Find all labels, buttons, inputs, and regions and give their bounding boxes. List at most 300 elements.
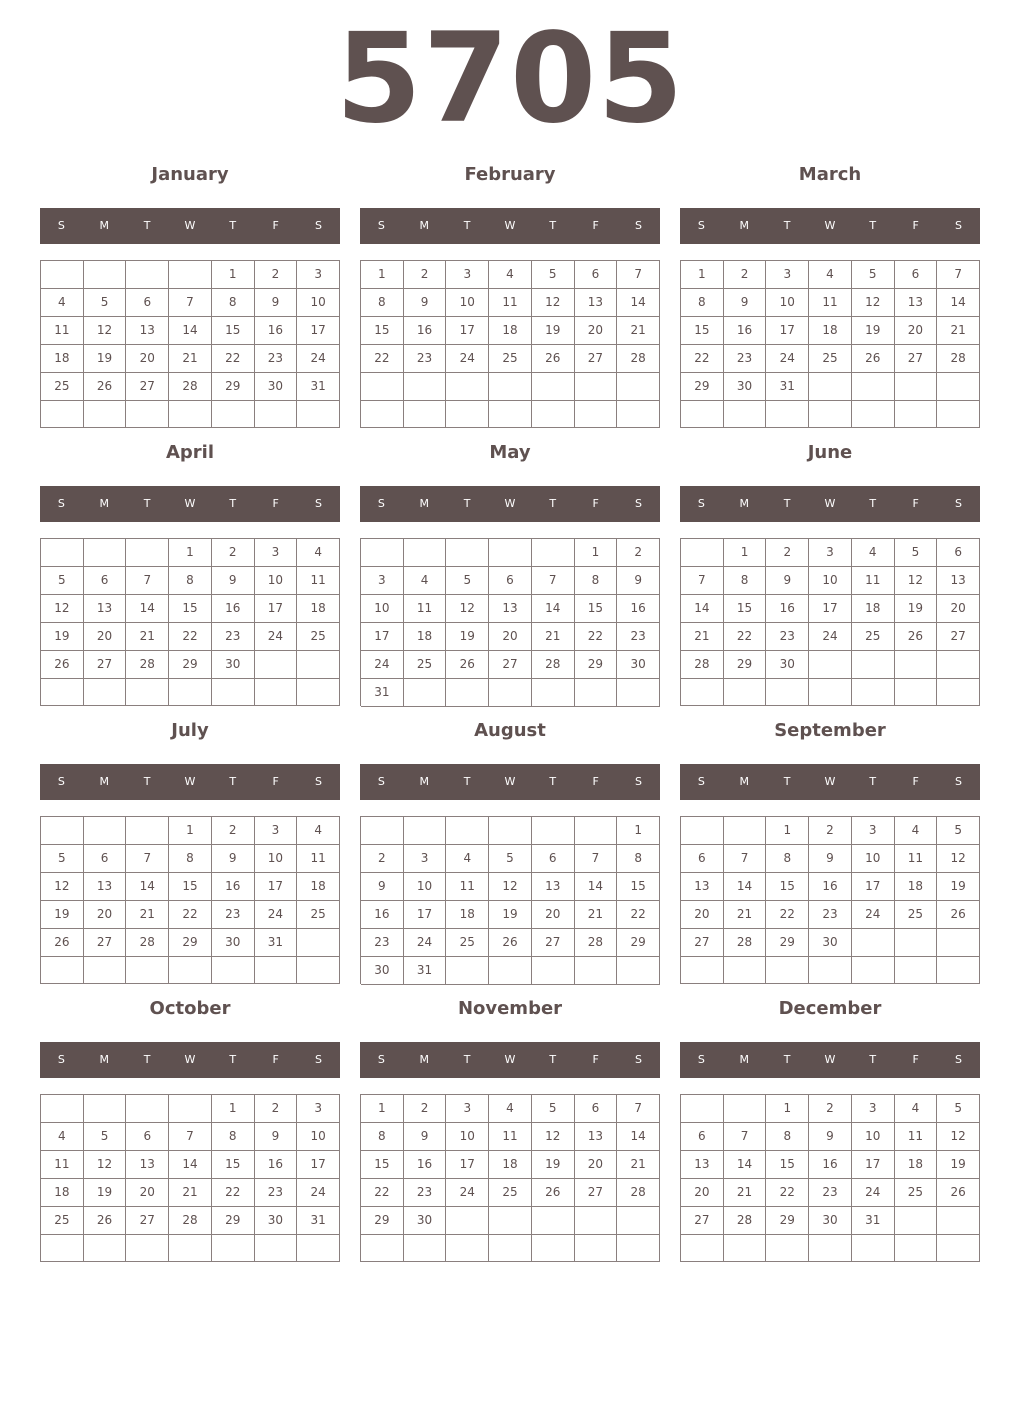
day-cell: 6 xyxy=(681,845,724,873)
day-cell: 8 xyxy=(212,289,255,317)
day-cell: 3 xyxy=(404,845,447,873)
day-cell: 3 xyxy=(297,261,340,289)
month-july xyxy=(40,716,340,949)
day-cell: 23 xyxy=(255,345,298,373)
day-cell xyxy=(766,679,809,706)
day-cell: 8 xyxy=(766,845,809,873)
day-cell: 26 xyxy=(489,929,532,957)
day-grid xyxy=(360,1094,660,1262)
day-cell: 13 xyxy=(895,289,938,317)
day-cell: 6 xyxy=(126,289,169,317)
day-cell: 16 xyxy=(404,1151,447,1179)
day-cell: 25 xyxy=(41,1207,84,1235)
day-cell: 31 xyxy=(852,1207,895,1235)
day-cell: 27 xyxy=(681,929,724,957)
day-cell: 17 xyxy=(852,1151,895,1179)
month-name: June xyxy=(807,442,853,463)
day-cell: 16 xyxy=(766,595,809,623)
day-cell: 1 xyxy=(766,1095,809,1123)
day-cell: 15 xyxy=(575,595,618,623)
day-cell: 20 xyxy=(895,317,938,345)
day-cell: 9 xyxy=(766,567,809,595)
weekday-label: M xyxy=(419,1053,430,1066)
day-cell: 2 xyxy=(212,539,255,567)
day-cell xyxy=(169,1095,212,1123)
day-cell: 17 xyxy=(361,623,404,651)
day-cell xyxy=(84,817,127,845)
weekday-label: S xyxy=(57,775,65,788)
day-cell: 13 xyxy=(575,289,618,317)
weekday-label: W xyxy=(184,497,196,510)
day-cell xyxy=(169,957,212,984)
day-cell: 28 xyxy=(575,929,618,957)
day-cell: 14 xyxy=(169,317,212,345)
weekday-header xyxy=(680,764,980,800)
day-cell: 26 xyxy=(532,1179,575,1207)
day-cell: 6 xyxy=(575,1095,618,1123)
weekday-label: T xyxy=(463,775,471,788)
day-cell: 18 xyxy=(41,345,84,373)
day-cell xyxy=(84,1235,127,1262)
day-cell: 7 xyxy=(724,1123,767,1151)
day-cell: 19 xyxy=(852,317,895,345)
day-cell: 4 xyxy=(895,1095,938,1123)
weekday-label: F xyxy=(272,497,279,510)
weekday-label: M xyxy=(99,1053,110,1066)
day-cell xyxy=(575,817,618,845)
day-cell xyxy=(41,957,84,984)
day-cell xyxy=(809,401,852,428)
day-cell: 1 xyxy=(169,817,212,845)
day-cell: 13 xyxy=(937,567,980,595)
day-cell: 2 xyxy=(404,1095,447,1123)
day-cell: 7 xyxy=(169,1123,212,1151)
day-cell xyxy=(446,539,489,567)
weekday-label: W xyxy=(824,1053,836,1066)
day-cell: 17 xyxy=(446,317,489,345)
day-cell xyxy=(937,401,980,428)
day-cell: 10 xyxy=(852,845,895,873)
month-name: December xyxy=(778,998,882,1019)
day-cell xyxy=(404,401,447,429)
day-cell xyxy=(681,539,724,567)
day-cell: 15 xyxy=(169,873,212,901)
day-cell xyxy=(809,679,852,706)
day-cell xyxy=(575,1235,618,1262)
day-cell: 2 xyxy=(404,261,447,289)
day-cell: 9 xyxy=(724,289,767,317)
weekday-header xyxy=(40,1042,340,1078)
weekday-label: T xyxy=(143,497,151,510)
day-cell xyxy=(532,1207,575,1235)
day-cell: 28 xyxy=(724,929,767,957)
day-cell: 17 xyxy=(809,595,852,623)
weekday-label: S xyxy=(314,219,322,232)
weekday-label: W xyxy=(824,497,836,510)
day-cell: 1 xyxy=(766,817,809,845)
day-cell xyxy=(724,1095,767,1123)
day-cell: 10 xyxy=(809,567,852,595)
day-cell: 2 xyxy=(361,845,404,873)
weekday-label: S xyxy=(697,775,705,788)
day-cell: 23 xyxy=(617,623,660,651)
day-cell: 17 xyxy=(297,317,340,345)
day-cell: 11 xyxy=(489,289,532,317)
day-cell: 23 xyxy=(809,1179,852,1207)
weekday-label: F xyxy=(592,775,599,788)
weekday-label: T xyxy=(143,775,151,788)
day-cell: 30 xyxy=(255,1207,298,1235)
day-cell: 30 xyxy=(361,957,404,985)
day-cell: 3 xyxy=(446,1095,489,1123)
day-cell: 22 xyxy=(361,1179,404,1207)
day-cell: 27 xyxy=(489,651,532,679)
day-cell xyxy=(617,957,660,985)
day-cell: 4 xyxy=(297,539,340,567)
month-name: September xyxy=(774,720,886,741)
weekday-header xyxy=(360,764,660,800)
weekday-label: W xyxy=(504,1053,516,1066)
day-cell: 25 xyxy=(895,901,938,929)
day-cell: 24 xyxy=(255,623,298,651)
day-cell xyxy=(41,539,84,567)
day-cell: 19 xyxy=(41,901,84,929)
day-cell: 18 xyxy=(489,317,532,345)
day-cell xyxy=(404,1235,447,1262)
day-cell: 20 xyxy=(126,345,169,373)
day-cell: 7 xyxy=(681,567,724,595)
day-cell xyxy=(84,539,127,567)
day-cell: 21 xyxy=(126,901,169,929)
day-cell: 2 xyxy=(255,261,298,289)
day-cell xyxy=(532,539,575,567)
month-name: November xyxy=(457,998,563,1019)
day-cell: 3 xyxy=(852,817,895,845)
day-cell xyxy=(937,651,980,679)
weekday-label: S xyxy=(697,219,705,232)
day-cell: 19 xyxy=(84,1179,127,1207)
day-cell: 6 xyxy=(532,845,575,873)
day-cell: 26 xyxy=(84,1207,127,1235)
day-cell: 11 xyxy=(297,845,340,873)
day-cell: 19 xyxy=(489,901,532,929)
day-cell xyxy=(724,401,767,428)
day-cell: 11 xyxy=(41,317,84,345)
day-cell: 30 xyxy=(809,1207,852,1235)
day-cell: 28 xyxy=(724,1207,767,1235)
day-cell xyxy=(41,1095,84,1123)
day-cell xyxy=(895,1235,938,1262)
day-cell xyxy=(532,373,575,401)
day-cell: 16 xyxy=(361,901,404,929)
day-cell: 16 xyxy=(255,317,298,345)
month-november xyxy=(360,994,660,1227)
day-cell: 12 xyxy=(937,845,980,873)
day-cell: 10 xyxy=(766,289,809,317)
day-cell: 23 xyxy=(404,1179,447,1207)
day-cell: 5 xyxy=(937,817,980,845)
day-cell: 16 xyxy=(255,1151,298,1179)
day-cell xyxy=(361,373,404,401)
day-cell xyxy=(126,1095,169,1123)
day-cell: 28 xyxy=(937,345,980,373)
day-cell: 26 xyxy=(852,345,895,373)
month-march xyxy=(680,160,980,393)
day-cell xyxy=(84,401,127,428)
day-cell xyxy=(895,401,938,428)
day-cell: 9 xyxy=(255,289,298,317)
day-cell xyxy=(895,957,938,984)
weekday-label: S xyxy=(377,775,385,788)
day-cell: 17 xyxy=(404,901,447,929)
weekday-label: T xyxy=(549,497,557,510)
day-cell: 8 xyxy=(681,289,724,317)
weekday-label: S xyxy=(954,497,962,510)
month-name: April xyxy=(165,442,215,463)
day-cell: 5 xyxy=(84,1123,127,1151)
day-cell: 1 xyxy=(681,261,724,289)
day-cell: 27 xyxy=(126,1207,169,1235)
day-cell xyxy=(126,957,169,984)
day-cell xyxy=(852,401,895,428)
day-cell: 20 xyxy=(84,901,127,929)
day-cell: 28 xyxy=(617,1179,660,1207)
day-cell: 21 xyxy=(169,345,212,373)
day-cell xyxy=(575,957,618,985)
day-cell: 18 xyxy=(41,1179,84,1207)
day-cell: 16 xyxy=(724,317,767,345)
day-cell: 18 xyxy=(809,317,852,345)
day-cell: 4 xyxy=(489,261,532,289)
day-cell: 9 xyxy=(212,567,255,595)
day-cell: 1 xyxy=(361,1095,404,1123)
day-cell xyxy=(617,1207,660,1235)
month-september xyxy=(680,716,980,949)
day-cell: 18 xyxy=(895,1151,938,1179)
day-cell: 27 xyxy=(84,929,127,957)
month-name: January xyxy=(151,164,229,185)
day-cell: 11 xyxy=(895,1123,938,1151)
day-cell xyxy=(575,679,618,707)
weekday-label: M xyxy=(99,775,110,788)
day-cell: 24 xyxy=(446,345,489,373)
day-cell: 29 xyxy=(681,373,724,401)
day-cell xyxy=(297,401,340,428)
weekday-label: W xyxy=(824,219,836,232)
day-cell: 21 xyxy=(169,1179,212,1207)
day-cell: 26 xyxy=(446,651,489,679)
day-cell: 2 xyxy=(724,261,767,289)
day-cell xyxy=(532,817,575,845)
day-grid xyxy=(40,260,340,428)
day-cell: 21 xyxy=(617,317,660,345)
day-cell xyxy=(937,373,980,401)
day-cell: 13 xyxy=(126,317,169,345)
day-cell: 30 xyxy=(212,651,255,679)
day-cell: 12 xyxy=(41,873,84,901)
weekday-label: F xyxy=(592,497,599,510)
day-cell: 25 xyxy=(446,929,489,957)
day-cell: 12 xyxy=(84,317,127,345)
day-cell: 29 xyxy=(169,929,212,957)
day-cell: 8 xyxy=(617,845,660,873)
day-cell: 15 xyxy=(212,317,255,345)
day-cell: 8 xyxy=(212,1123,255,1151)
day-cell: 19 xyxy=(532,1151,575,1179)
day-cell: 26 xyxy=(937,901,980,929)
day-cell: 14 xyxy=(724,873,767,901)
weekday-label: M xyxy=(99,497,110,510)
day-grid xyxy=(680,260,980,428)
day-cell: 27 xyxy=(575,1179,618,1207)
day-cell: 21 xyxy=(617,1151,660,1179)
day-cell xyxy=(575,401,618,429)
weekday-label: M xyxy=(739,219,750,232)
day-cell: 3 xyxy=(255,817,298,845)
day-cell xyxy=(41,679,84,706)
day-cell: 19 xyxy=(446,623,489,651)
weekday-label: S xyxy=(57,219,65,232)
day-cell: 3 xyxy=(766,261,809,289)
day-cell: 18 xyxy=(446,901,489,929)
day-cell: 25 xyxy=(852,623,895,651)
day-cell: 2 xyxy=(617,539,660,567)
day-cell: 16 xyxy=(809,1151,852,1179)
weekday-label: T xyxy=(549,775,557,788)
day-cell: 1 xyxy=(212,1095,255,1123)
day-cell: 4 xyxy=(809,261,852,289)
day-cell: 1 xyxy=(575,539,618,567)
day-cell: 14 xyxy=(724,1151,767,1179)
weekday-header xyxy=(40,208,340,244)
day-cell: 3 xyxy=(852,1095,895,1123)
day-cell xyxy=(852,929,895,957)
day-cell: 11 xyxy=(446,873,489,901)
day-cell xyxy=(404,817,447,845)
day-grid xyxy=(40,816,340,984)
weekday-label: M xyxy=(419,497,430,510)
weekday-label: F xyxy=(272,219,279,232)
day-cell: 20 xyxy=(84,623,127,651)
day-grid xyxy=(360,816,660,984)
day-cell xyxy=(212,957,255,984)
day-cell: 18 xyxy=(895,873,938,901)
month-december xyxy=(680,994,980,1227)
day-cell: 1 xyxy=(212,261,255,289)
day-cell: 26 xyxy=(41,929,84,957)
day-cell: 16 xyxy=(212,873,255,901)
day-cell xyxy=(361,401,404,429)
day-cell: 6 xyxy=(937,539,980,567)
day-cell: 3 xyxy=(361,567,404,595)
day-cell: 17 xyxy=(766,317,809,345)
day-cell xyxy=(809,373,852,401)
day-cell xyxy=(446,373,489,401)
day-cell: 21 xyxy=(681,623,724,651)
day-cell xyxy=(255,651,298,679)
day-cell xyxy=(489,1235,532,1262)
day-cell xyxy=(297,679,340,706)
day-cell: 6 xyxy=(84,845,127,873)
weekday-label: S xyxy=(634,497,642,510)
day-cell xyxy=(404,679,447,707)
day-cell: 25 xyxy=(489,345,532,373)
day-cell: 18 xyxy=(489,1151,532,1179)
day-cell xyxy=(169,679,212,706)
day-cell: 15 xyxy=(617,873,660,901)
day-cell xyxy=(212,401,255,428)
day-cell xyxy=(681,1095,724,1123)
day-cell: 21 xyxy=(724,1179,767,1207)
weekday-label: S xyxy=(697,1053,705,1066)
weekday-label: W xyxy=(504,219,516,232)
day-cell: 22 xyxy=(681,345,724,373)
day-cell xyxy=(681,817,724,845)
day-cell: 21 xyxy=(532,623,575,651)
day-cell: 7 xyxy=(617,261,660,289)
day-cell xyxy=(809,1235,852,1262)
day-cell xyxy=(255,401,298,428)
day-cell: 4 xyxy=(41,289,84,317)
day-cell: 30 xyxy=(255,373,298,401)
day-grid xyxy=(680,538,980,706)
day-cell: 9 xyxy=(809,845,852,873)
month-name: May xyxy=(489,442,531,463)
day-cell: 2 xyxy=(212,817,255,845)
day-cell: 6 xyxy=(489,567,532,595)
weekday-label: F xyxy=(912,775,919,788)
day-cell: 12 xyxy=(895,567,938,595)
day-cell: 30 xyxy=(766,651,809,679)
day-cell: 15 xyxy=(361,1151,404,1179)
day-cell xyxy=(255,679,298,706)
weekday-label: S xyxy=(314,775,322,788)
month-may xyxy=(360,438,660,699)
day-cell: 23 xyxy=(724,345,767,373)
year-title: 5705 xyxy=(335,7,685,151)
day-cell: 20 xyxy=(575,317,618,345)
day-cell xyxy=(852,679,895,706)
weekday-label: S xyxy=(697,497,705,510)
day-cell: 13 xyxy=(489,595,532,623)
weekday-label: M xyxy=(419,775,430,788)
day-cell: 20 xyxy=(937,595,980,623)
day-cell: 12 xyxy=(532,289,575,317)
day-cell: 4 xyxy=(404,567,447,595)
day-cell xyxy=(895,373,938,401)
day-cell: 6 xyxy=(126,1123,169,1151)
day-cell: 14 xyxy=(575,873,618,901)
day-cell: 10 xyxy=(297,289,340,317)
weekday-label: T xyxy=(869,775,877,788)
day-cell: 19 xyxy=(41,623,84,651)
day-cell: 4 xyxy=(895,817,938,845)
day-cell xyxy=(126,261,169,289)
day-cell: 11 xyxy=(489,1123,532,1151)
weekday-label: M xyxy=(99,219,110,232)
weekday-label: S xyxy=(954,1053,962,1066)
day-cell: 15 xyxy=(766,1151,809,1179)
day-cell xyxy=(617,679,660,707)
day-cell: 31 xyxy=(766,373,809,401)
day-cell: 7 xyxy=(617,1095,660,1123)
weekday-label: S xyxy=(314,497,322,510)
day-cell: 12 xyxy=(532,1123,575,1151)
day-cell: 29 xyxy=(766,929,809,957)
day-cell: 14 xyxy=(532,595,575,623)
day-cell xyxy=(937,679,980,706)
day-cell: 28 xyxy=(126,651,169,679)
